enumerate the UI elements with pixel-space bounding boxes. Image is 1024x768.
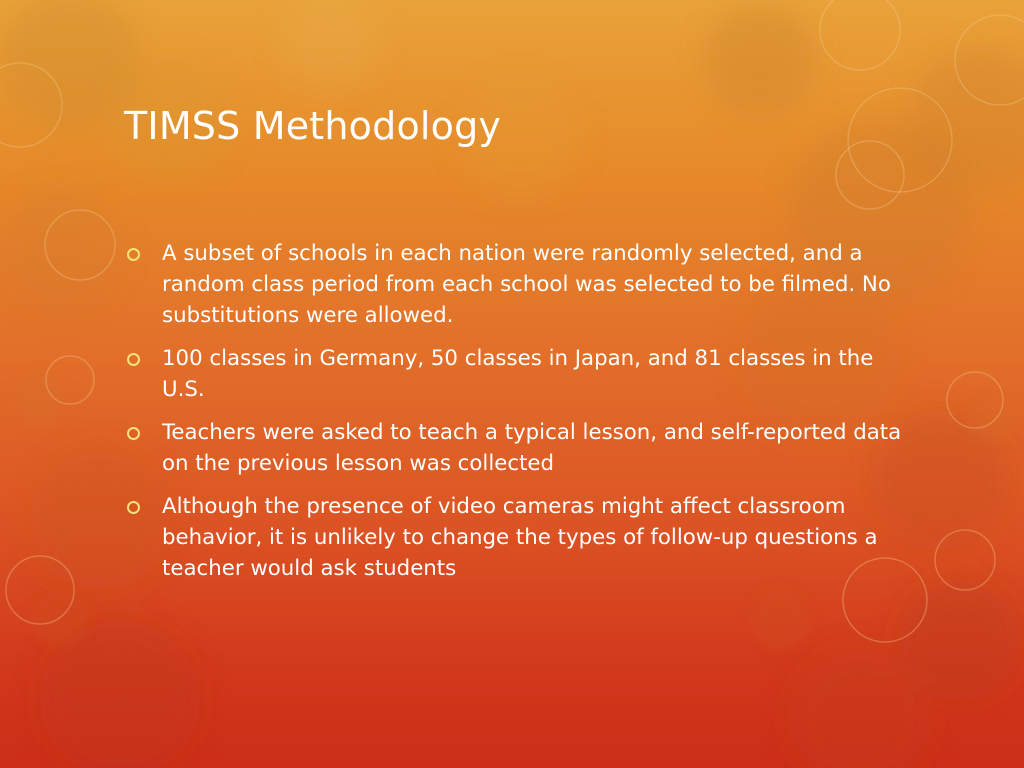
hollow-circle-bullet-icon: [127, 427, 140, 440]
bullet-item: [124, 491, 904, 584]
bullet-text: A subset of schools in each nation were randomly selected, and a random class period from each school was selected to be filmed. No substitutions were allowed.: [162, 241, 891, 328]
bullet-item: [124, 238, 904, 331]
hollow-circle-bullet-icon: [127, 248, 140, 261]
bullet-text: Teachers were asked to teach a typical lesson, and self-reported data on the previous lesson was collected: [162, 420, 902, 476]
hollow-circle-bullet-icon: [127, 353, 140, 366]
slide-title: TIMSS Methodology: [124, 104, 502, 148]
hollow-circle-bullet-icon: [127, 501, 140, 514]
bullet-item: [124, 343, 904, 405]
bullet-item: [124, 417, 904, 479]
bullet-text: Although the presence of video cameras might affect classroom behavior, it is unlikely to change the types of follow-up questions a teacher would ask students: [162, 494, 878, 581]
bullet-text: 100 classes in Germany, 50 classes in Japan, and 81 classes in the U.S.: [162, 346, 874, 402]
bullet-list: [124, 238, 904, 596]
